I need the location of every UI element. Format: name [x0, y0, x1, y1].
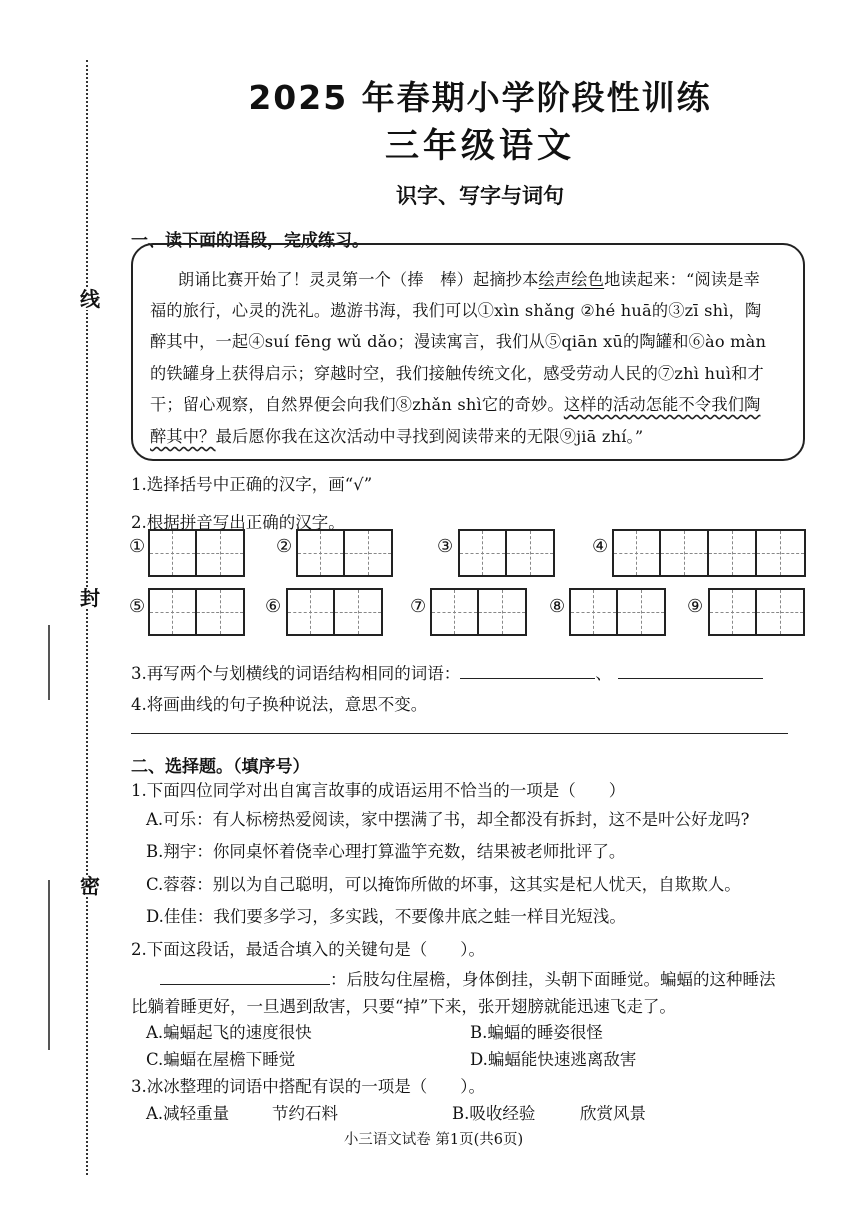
passage-line: 醉其中，一起④suí fēng wǔ dǎo；漫读寓言，我们从⑤qiān xū的陶罐和⑥ào màn	[150, 332, 767, 351]
option: A.减轻重量	[146, 1104, 230, 1123]
box-label: ①	[129, 536, 146, 557]
binding-dotted-line	[86, 60, 88, 1175]
section-title: 识字、写字与词句	[396, 184, 564, 208]
option: A.可乐：有人标榜热爱阅读，家中摆满了书，却全都没有拆封，这不是叶公好龙吗?	[146, 810, 750, 829]
writing-grid[interactable]	[296, 529, 393, 577]
question-1-3: 3.再写两个与划横线的词语结构相同的词语： 、	[131, 660, 763, 684]
writing-grid[interactable]	[148, 529, 245, 577]
option: C.蝙蝠在屋檐下睡觉	[146, 1050, 296, 1069]
passage-line: 醉其中？最后愿你我在这次活动中寻找到阅读带来的无限⑨jiā zhí。”	[150, 427, 644, 446]
passage-line: 干；留心观察，自然界便会向我们⑧zhǎn shì它的奇妙。这样的活动怎能不令我们陶	[150, 395, 761, 414]
box-label: ⑥	[265, 596, 282, 617]
option: C.蓉蓉：别以为自己聪明，可以掩饰所做的坏事，这其实是杞人忧天，自欺欺人。	[146, 875, 741, 894]
passage-line: 的铁罐身上获得启示；穿越时空，我们接触传统文化，感受劳动人民的⑦zhì huì和才	[150, 364, 764, 383]
box-label: ④	[592, 536, 609, 557]
question-2-1: 1.下面四位同学对出自寓言故事的成语运用不恰当的一项是（ ）	[131, 781, 626, 800]
writing-grid[interactable]	[612, 529, 709, 577]
writing-grid[interactable]	[708, 588, 805, 636]
part2-heading: 二、选择题。（填序号）	[131, 757, 310, 777]
option: 节约石料	[272, 1104, 338, 1123]
writing-grid[interactable]	[286, 588, 383, 636]
box-label: ②	[276, 536, 293, 557]
writing-grid[interactable]	[148, 588, 245, 636]
question-2-3: 3.冰冰整理的词语中搭配有误的一项是（ ）。	[131, 1077, 485, 1096]
passage-line: 朗诵比赛开始了！灵灵第一个（捧 棒）起摘抄本绘声绘色地读起来：“阅读是幸	[178, 270, 761, 289]
option: B.吸收经验	[452, 1104, 536, 1123]
option: B.蝙蝠的睡姿很怪	[470, 1023, 603, 1042]
writing-grid[interactable]	[709, 529, 806, 577]
box-label: ⑦	[410, 596, 427, 617]
option: D.蝙蝠能快速逃离敌害	[470, 1050, 637, 1069]
question-2-2-passage: 比躺着睡更好，一旦遇到敌害，只要“掉”下来，张开翅膀就能迅速飞走了。	[131, 997, 676, 1016]
binding-char-feng: 封	[80, 586, 100, 610]
option: B.翔宇：你同桌怀着侥幸心理打算滥竽充数，结果被老师批评了。	[146, 842, 626, 861]
option: 欣赏风景	[580, 1104, 646, 1123]
page-subtitle: 三年级语文	[385, 126, 575, 166]
wavy-sentence: 醉其中？	[150, 427, 216, 446]
page-footer: 小三语文试卷 第1页(共6页)	[343, 1132, 524, 1148]
question-2-2-passage: ：后肢勾住屋檐，身体倒挂，头朝下面睡觉。蝙蝠的这种睡法	[146, 966, 776, 990]
writing-grid[interactable]	[458, 529, 555, 577]
box-label: ③	[437, 536, 454, 557]
wavy-sentence: 这样的活动怎能不令我们陶	[563, 395, 761, 414]
scan-mark	[48, 880, 50, 1050]
binding-char-xian: 线	[80, 287, 100, 311]
box-label: ⑧	[549, 596, 566, 617]
question-1-4: 4.将画曲线的句子换种说法，意思不变。	[131, 695, 428, 714]
answer-line[interactable]	[131, 733, 788, 734]
question-1-1: 1.选择括号中正确的汉字，画“√”	[131, 475, 373, 494]
box-label: ⑨	[687, 596, 704, 617]
option: D.佳佳：我们要多学习，多实践，不要像井底之蛙一样目光短浅。	[146, 907, 626, 926]
answer-blank[interactable]	[160, 984, 330, 985]
writing-grid[interactable]	[569, 588, 666, 636]
binding-char-mi: 密	[80, 874, 100, 898]
part1-heading: 一、读下面的语段，完成练习。	[131, 231, 369, 251]
scan-mark	[48, 625, 50, 700]
box-label: ⑤	[129, 596, 146, 617]
question-1-2: 2.根据拼音写出正确的汉字。	[131, 513, 345, 532]
option: A.蝙蝠起飞的速度很快	[146, 1023, 312, 1042]
page-title: 2025 年春期小学阶段性训练	[248, 78, 712, 117]
underlined-word: 绘声绘色	[538, 270, 605, 289]
passage-line: 福的旅行，心灵的洗礼。遨游书海，我们可以①xìn shǎng ②hé huā的③zī shì，陶	[150, 301, 762, 320]
writing-grid[interactable]	[430, 588, 527, 636]
question-2-2: 2.下面这段话，最适合填入的关键句是（ ）。	[131, 940, 485, 959]
answer-blank[interactable]	[618, 678, 763, 679]
answer-blank[interactable]	[460, 678, 595, 679]
